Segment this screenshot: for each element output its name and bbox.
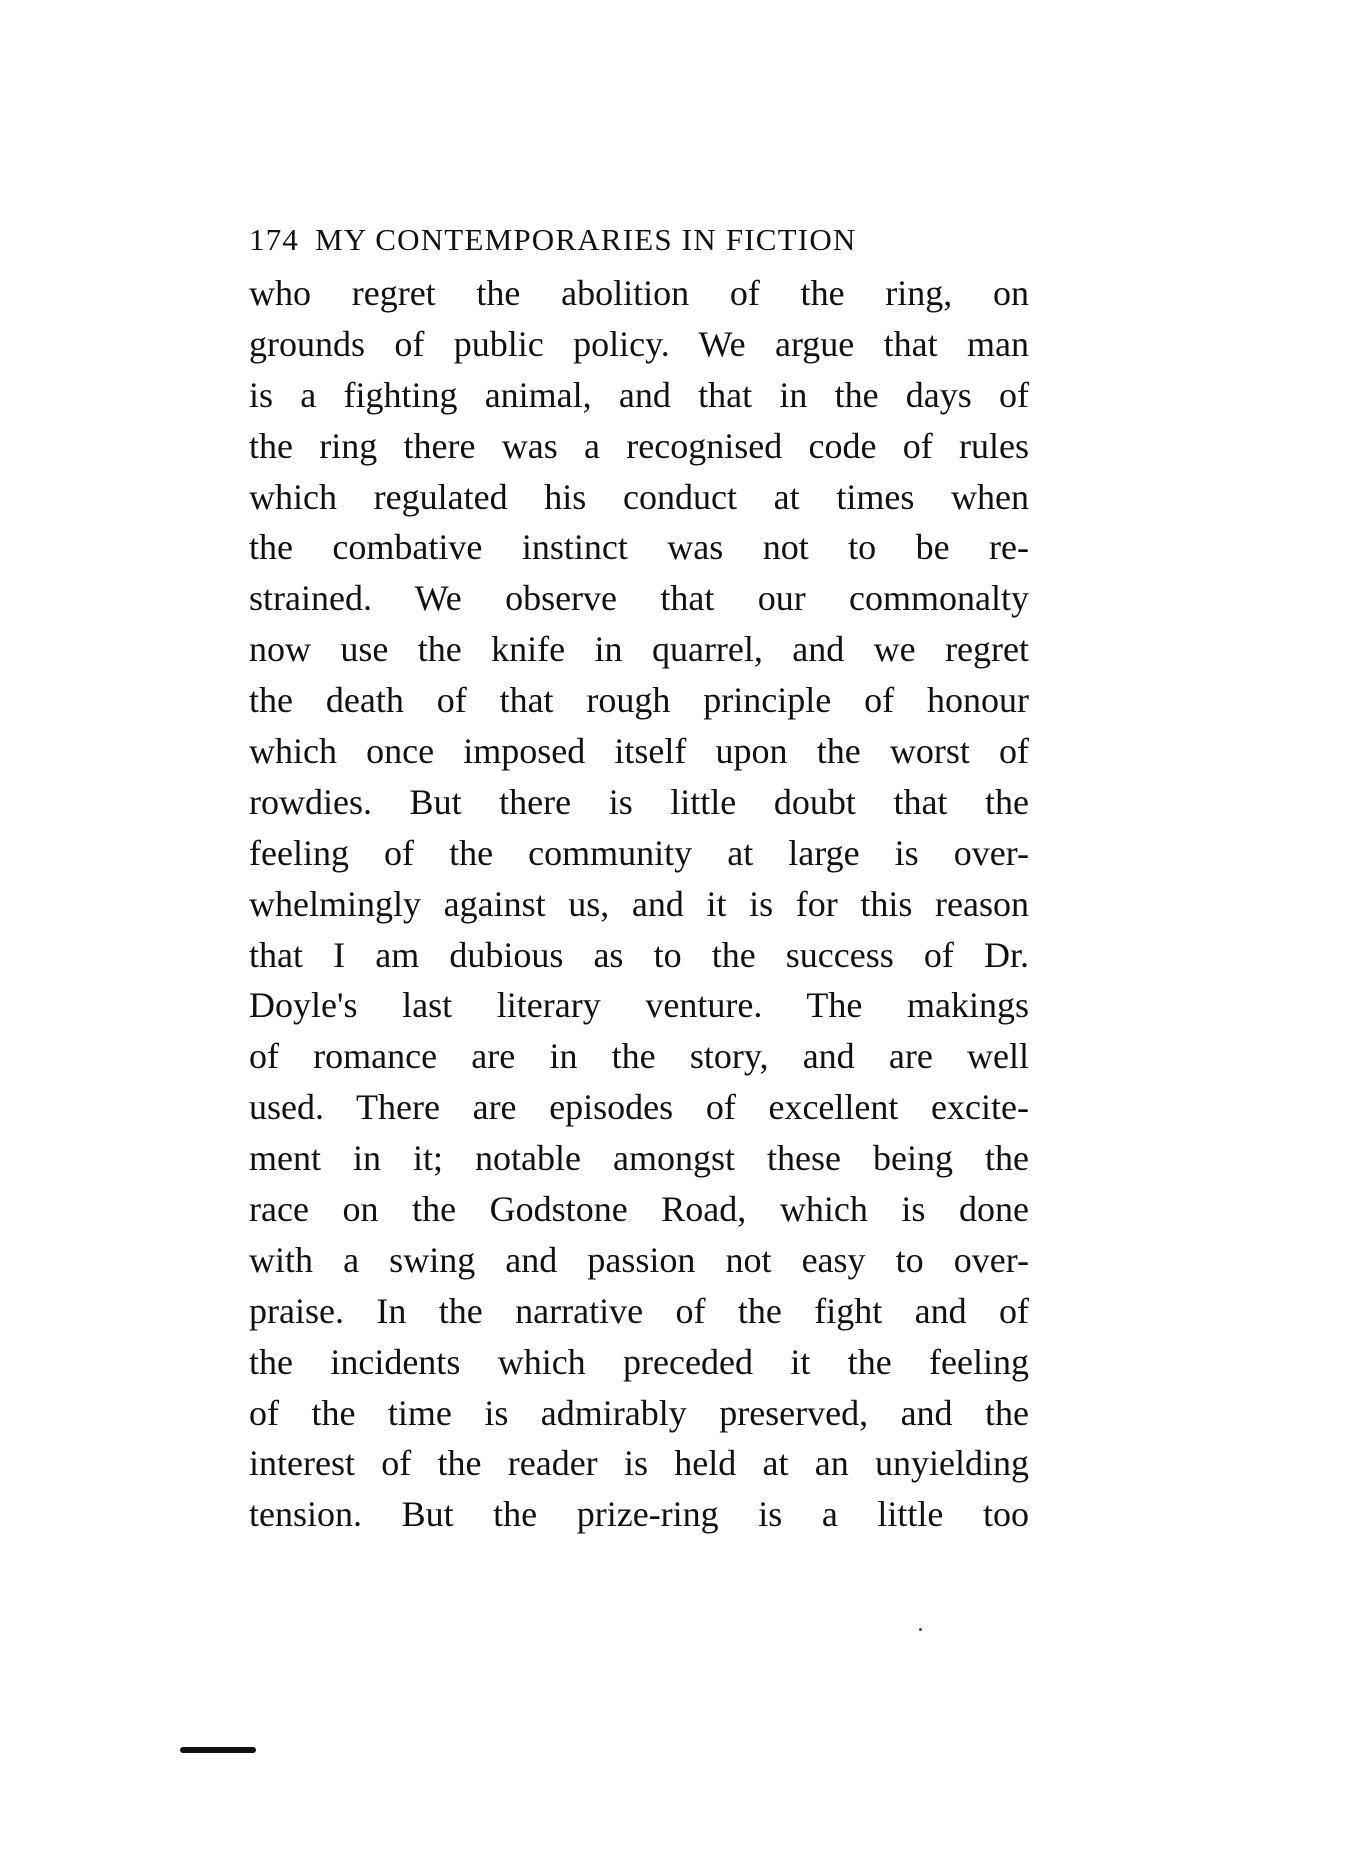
text-line: ment in it; notable amongst these being the xyxy=(249,1138,1029,1179)
running-header xyxy=(249,222,1029,262)
text-line: of the time is admirably preserved, and the xyxy=(249,1392,1029,1433)
text-line: now use the knife in quarrel, and we regret xyxy=(249,629,1029,670)
text-line: feeling of the community at large is over- xyxy=(249,832,1029,873)
text-line: the death of that rough principle of honour xyxy=(249,680,1029,721)
text-line: race on the Godstone Road, which is done xyxy=(249,1189,1029,1230)
text-line: that I am dubious as to the success of Dr. xyxy=(249,934,1029,975)
text-line: used. There are episodes of excellent excite- xyxy=(249,1087,1029,1128)
ink-smudge xyxy=(180,1747,256,1753)
text-line: which once imposed itself upon the worst of xyxy=(249,731,1029,772)
ink-speck xyxy=(919,1628,922,1631)
text-line: which regulated his conduct at times when xyxy=(249,476,1029,517)
text-line: tension. But the prize-ring is a little too xyxy=(249,1494,1029,1535)
text-line: the ring there was a recognised code of rules xyxy=(249,425,1029,466)
text-line: whelmingly against us, and it is for this reason xyxy=(249,883,1029,924)
text-line: grounds of public policy. We argue that man xyxy=(249,323,1029,364)
body-paragraph xyxy=(249,268,1029,1540)
text-line: who regret the abolition of the ring, on xyxy=(249,273,1029,313)
text-line: is a fighting animal, and that in the days of xyxy=(249,374,1029,415)
text-line: praise. In the narrative of the fight and of xyxy=(249,1290,1029,1331)
text-line: with a swing and passion not easy to over- xyxy=(249,1239,1029,1280)
page-number: 174 xyxy=(249,222,300,257)
text-line: the combative instinct was not to be re- xyxy=(249,527,1029,568)
running-title: MY CONTEMPORARIES IN FICTION xyxy=(315,222,857,257)
text-line: rowdies. But there is little doubt that the xyxy=(249,781,1029,822)
text-line: the incidents which preceded it the feeling xyxy=(249,1341,1029,1382)
text-line: Doyle's last literary venture. The makings xyxy=(249,985,1029,1026)
text-line: interest of the reader is held at an unyielding xyxy=(249,1443,1029,1484)
text-line: strained. We observe that our commonalty xyxy=(249,578,1029,619)
text-line: of romance are in the story, and are well xyxy=(249,1036,1029,1077)
